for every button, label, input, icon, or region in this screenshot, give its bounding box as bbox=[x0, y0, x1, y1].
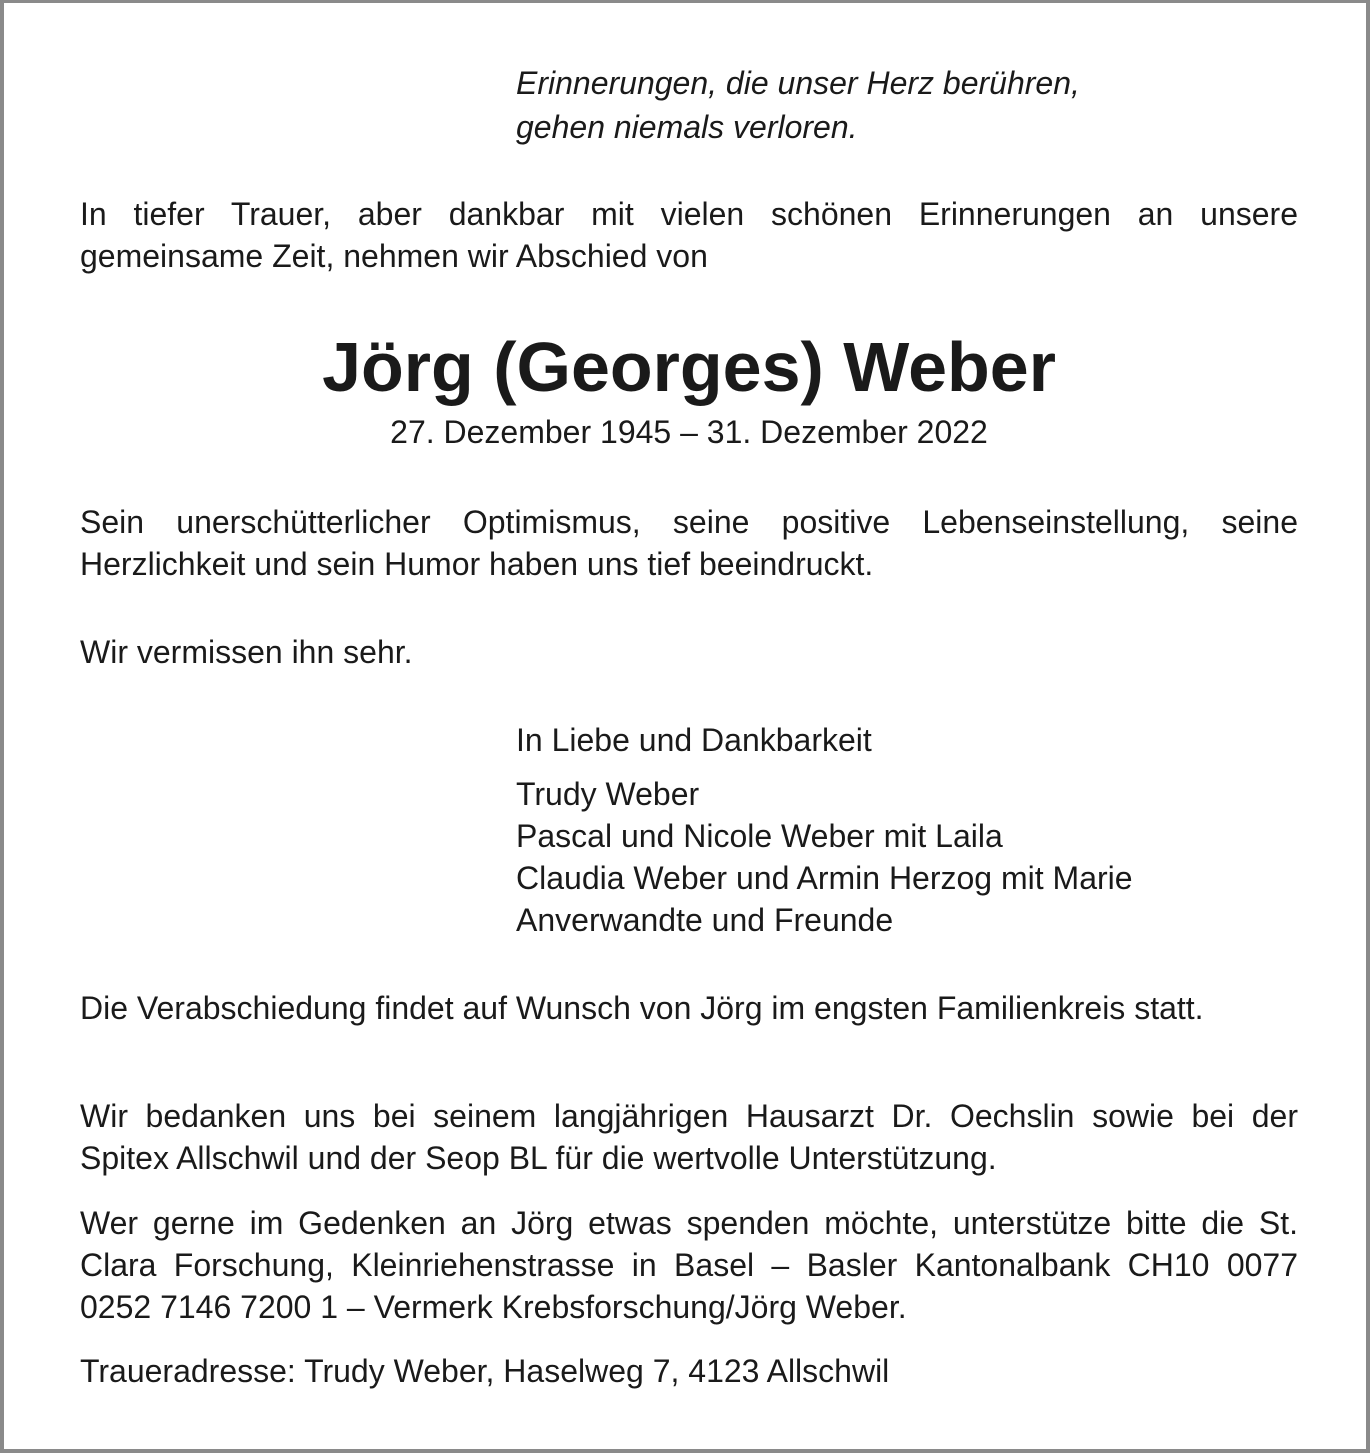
mourning-address: Traueradresse: Trudy Weber, Haselweg 7, 4123 Allschwil bbox=[80, 1353, 890, 1389]
donation-paragraph: Wer gerne im Gedenken an Jörg etwas spenden möchte, unterstütze bitte die St. Clara Forschung, Kleinriehenstrasse in Basel – Basler Kantonalbank CH10 0077 0252 7146 7200 1 – Vermerk Krebsforschung/Jörg Weber. bbox=[80, 1205, 1298, 1325]
quote-line-2: gehen niemals verloren. bbox=[516, 109, 858, 145]
mourner-item: Anverwandte und Freunde bbox=[516, 902, 894, 938]
farewell-paragraph: Die Verabschiedung findet auf Wunsch von Jörg im engsten Familienkreis statt. bbox=[80, 990, 1204, 1026]
mourners-list bbox=[516, 773, 1133, 941]
mourner-item: Claudia Weber und Armin Herzog mit Marie bbox=[516, 860, 1133, 896]
tribute-paragraph: Sein unerschütterlicher Optimismus, seine positive Lebenseinstellung, seine Herzlichkeit und sein Humor haben uns tief beeindruckt. bbox=[80, 504, 1298, 582]
intro-paragraph: In tiefer Trauer, aber dankbar mit vielen schönen Erinnerungen an unsere gemeinsame Zeit, nehmen wir Abschied von bbox=[80, 196, 1298, 274]
life-dates: 27. Dezember 1945 – 31. Dezember 2022 bbox=[390, 414, 988, 450]
thanks-paragraph: Wir bedanken uns bei seinem langjährigen Hausarzt Dr. Oechslin sowie bei der Spitex Allschwil und der Seop BL für die wertvolle Unterstützung. bbox=[80, 1098, 1298, 1176]
miss-line: Wir vermissen ihn sehr. bbox=[80, 634, 413, 670]
mourner-item: Trudy Weber bbox=[516, 776, 700, 812]
signature-closing: In Liebe und Dankbarkeit bbox=[516, 722, 872, 758]
quote-line-1: Erinnerungen, die unser Herz berühren, bbox=[516, 65, 1080, 101]
deceased-name: Jörg (Georges) Weber bbox=[322, 328, 1056, 406]
mourner-item: Pascal und Nicole Weber mit Laila bbox=[516, 818, 1003, 854]
memorial-quote bbox=[516, 61, 1080, 149]
